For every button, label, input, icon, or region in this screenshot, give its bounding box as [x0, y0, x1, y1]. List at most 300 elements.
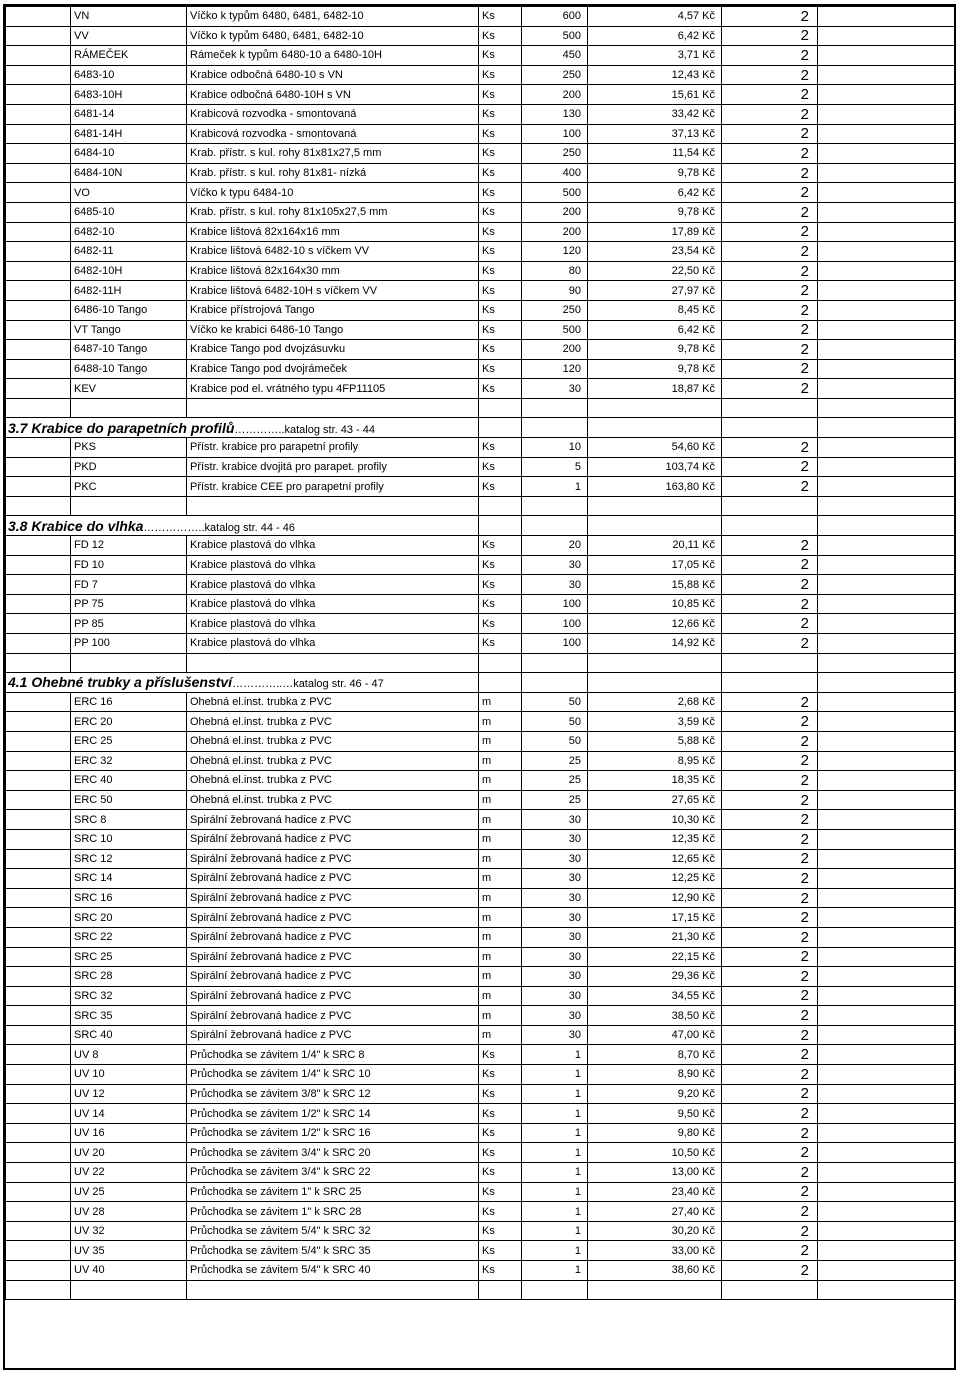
- empty-cell: [818, 46, 955, 66]
- class-cell: 2: [722, 849, 818, 869]
- empty-cell: [6, 614, 71, 634]
- quantity-cell: 30: [522, 927, 588, 947]
- unit-cell: m: [479, 712, 522, 732]
- class-cell: 2: [722, 967, 818, 987]
- class-cell: 2: [722, 1143, 818, 1163]
- empty-cell: [6, 947, 71, 967]
- empty-cell: [818, 751, 955, 771]
- empty-cell: [522, 398, 588, 418]
- description-cell: Průchodka se závitem 1/2" k SRC 16: [187, 1123, 479, 1143]
- section-title: 4.1 Ohebné trubky a příslušenství: [8, 674, 233, 691]
- empty-cell: [818, 1202, 955, 1222]
- empty-cell: [6, 1202, 71, 1222]
- empty-cell: [818, 614, 955, 634]
- empty-cell: [6, 1084, 71, 1104]
- description-cell: Krabice plastová do vlhka: [187, 634, 479, 654]
- empty-cell: [6, 634, 71, 654]
- unit-cell: Ks: [479, 340, 522, 360]
- unit-cell: m: [479, 869, 522, 889]
- class-cell: 2: [722, 379, 818, 399]
- table-row: [6, 790, 955, 810]
- class-cell: 2: [722, 1163, 818, 1183]
- description-cell: Krab. přístr. s kul. rohy 81x81x27,5 mm: [187, 144, 479, 164]
- empty-cell: [722, 418, 818, 438]
- price-cell: 38,50 Kč: [588, 1006, 722, 1026]
- empty-cell: [6, 281, 71, 301]
- price-cell: 9,78 Kč: [588, 202, 722, 222]
- table-row: [6, 340, 955, 360]
- price-cell: 17,89 Kč: [588, 222, 722, 242]
- empty-cell: [187, 653, 479, 673]
- empty-cell: [818, 594, 955, 614]
- description-cell: Krabicová rozvodka - smontovaná: [187, 124, 479, 144]
- empty-cell: [588, 1280, 722, 1300]
- empty-cell: [722, 516, 818, 536]
- description-cell: Průchodka se závitem 3/4" k SRC 22: [187, 1163, 479, 1183]
- class-cell: 2: [722, 26, 818, 46]
- price-cell: 11,54 Kč: [588, 144, 722, 164]
- blank-row: [6, 496, 955, 516]
- description-cell: Přístr. krabice dvojitá pro parapet. profily: [187, 457, 479, 477]
- unit-cell: m: [479, 692, 522, 712]
- empty-cell: [479, 1280, 522, 1300]
- price-cell: 12,66 Kč: [588, 614, 722, 634]
- table-row: [6, 614, 955, 634]
- quantity-cell: 250: [522, 144, 588, 164]
- price-cell: 8,90 Kč: [588, 1065, 722, 1085]
- product-code-cell: PP 85: [71, 614, 187, 634]
- empty-cell: [71, 496, 187, 516]
- empty-cell: [818, 516, 955, 536]
- class-cell: 2: [722, 65, 818, 85]
- empty-cell: [818, 7, 955, 27]
- product-code-cell: 6482-11H: [71, 281, 187, 301]
- product-code-cell: VV: [71, 26, 187, 46]
- table-row: [6, 281, 955, 301]
- quantity-cell: 30: [522, 575, 588, 595]
- empty-cell: [6, 438, 71, 458]
- unit-cell: Ks: [479, 104, 522, 124]
- empty-cell: [6, 320, 71, 340]
- unit-cell: Ks: [479, 1241, 522, 1261]
- empty-cell: [722, 496, 818, 516]
- empty-cell: [522, 496, 588, 516]
- product-code-cell: SRC 10: [71, 829, 187, 849]
- empty-cell: [6, 1006, 71, 1026]
- empty-cell: [818, 1065, 955, 1085]
- quantity-cell: 1: [522, 1045, 588, 1065]
- product-code-cell: 6482-10H: [71, 261, 187, 281]
- empty-cell: [722, 653, 818, 673]
- quantity-cell: 200: [522, 340, 588, 360]
- table-row: [6, 242, 955, 262]
- price-cell: 38,60 Kč: [588, 1261, 722, 1281]
- description-cell: Spirální žebrovaná hadice z PVC: [187, 908, 479, 928]
- product-code-cell: SRC 8: [71, 810, 187, 830]
- product-code-cell: PP 75: [71, 594, 187, 614]
- quantity-cell: 50: [522, 731, 588, 751]
- product-code-cell: FD 7: [71, 575, 187, 595]
- empty-cell: [6, 594, 71, 614]
- description-cell: Průchodka se závitem 3/4" k SRC 20: [187, 1143, 479, 1163]
- unit-cell: Ks: [479, 281, 522, 301]
- quantity-cell: 1: [522, 1221, 588, 1241]
- product-code-cell: SRC 16: [71, 888, 187, 908]
- empty-cell: [818, 1182, 955, 1202]
- blank-row: [6, 653, 955, 673]
- unit-cell: Ks: [479, 163, 522, 183]
- empty-cell: [6, 829, 71, 849]
- product-code-cell: SRC 25: [71, 947, 187, 967]
- table-row: [6, 967, 955, 987]
- product-code-cell: UV 40: [71, 1261, 187, 1281]
- quantity-cell: 30: [522, 829, 588, 849]
- empty-cell: [6, 144, 71, 164]
- table-row: [6, 829, 955, 849]
- price-cell: 3,59 Kč: [588, 712, 722, 732]
- price-cell: 9,80 Kč: [588, 1123, 722, 1143]
- product-code-cell: ERC 25: [71, 731, 187, 751]
- price-cell: 12,43 Kč: [588, 65, 722, 85]
- empty-cell: [71, 398, 187, 418]
- empty-cell: [588, 398, 722, 418]
- class-cell: 2: [722, 575, 818, 595]
- price-cell: 23,40 Kč: [588, 1182, 722, 1202]
- empty-cell: [588, 653, 722, 673]
- empty-cell: [818, 104, 955, 124]
- product-code-cell: UV 14: [71, 1104, 187, 1124]
- description-cell: Spirální žebrovaná hadice z PVC: [187, 829, 479, 849]
- product-code-cell: ERC 20: [71, 712, 187, 732]
- empty-cell: [6, 908, 71, 928]
- empty-cell: [818, 653, 955, 673]
- class-cell: 2: [722, 242, 818, 262]
- table-row: [6, 1202, 955, 1222]
- catalog-page-ref: …………..katalog str. 43 - 44: [234, 423, 376, 436]
- product-code-cell: SRC 20: [71, 908, 187, 928]
- empty-cell: [6, 1261, 71, 1281]
- table-row: [6, 1084, 955, 1104]
- empty-cell: [818, 65, 955, 85]
- empty-cell: [522, 673, 588, 693]
- empty-cell: [818, 1104, 955, 1124]
- unit-cell: m: [479, 751, 522, 771]
- unit-cell: m: [479, 947, 522, 967]
- price-cell: 33,00 Kč: [588, 1241, 722, 1261]
- table-row: [6, 202, 955, 222]
- empty-cell: [818, 1163, 955, 1183]
- price-cell: 27,97 Kč: [588, 281, 722, 301]
- unit-cell: Ks: [479, 614, 522, 634]
- product-code-cell: 6482-11: [71, 242, 187, 262]
- table-row: [6, 692, 955, 712]
- quantity-cell: 25: [522, 751, 588, 771]
- empty-cell: [6, 1065, 71, 1085]
- unit-cell: Ks: [479, 242, 522, 262]
- table-row: [6, 261, 955, 281]
- price-cell: 10,85 Kč: [588, 594, 722, 614]
- table-row: [6, 947, 955, 967]
- empty-cell: [6, 183, 71, 203]
- empty-cell: [6, 7, 71, 27]
- empty-cell: [722, 398, 818, 418]
- price-cell: 27,65 Kč: [588, 790, 722, 810]
- table-row: [6, 1221, 955, 1241]
- price-cell: 47,00 Kč: [588, 1025, 722, 1045]
- class-cell: 2: [722, 829, 818, 849]
- price-cell: 9,50 Kč: [588, 1104, 722, 1124]
- product-code-cell: UV 25: [71, 1182, 187, 1202]
- empty-cell: [479, 496, 522, 516]
- price-cell: 15,88 Kč: [588, 575, 722, 595]
- class-cell: 2: [722, 457, 818, 477]
- quantity-cell: 1: [522, 477, 588, 497]
- empty-cell: [818, 555, 955, 575]
- unit-cell: m: [479, 829, 522, 849]
- empty-cell: [6, 242, 71, 262]
- empty-cell: [818, 242, 955, 262]
- section-title: 3.8 Krabice do vlhka: [8, 517, 144, 534]
- empty-cell: [187, 496, 479, 516]
- table-row: [6, 1025, 955, 1045]
- price-cell: 9,78 Kč: [588, 340, 722, 360]
- empty-cell: [479, 673, 522, 693]
- table-row: [6, 1182, 955, 1202]
- empty-cell: [818, 927, 955, 947]
- table-row: [6, 46, 955, 66]
- unit-cell: Ks: [479, 7, 522, 27]
- table-row: [6, 65, 955, 85]
- empty-cell: [6, 1241, 71, 1261]
- class-cell: 2: [722, 359, 818, 379]
- empty-cell: [6, 26, 71, 46]
- empty-cell: [6, 163, 71, 183]
- empty-cell: [818, 1045, 955, 1065]
- class-cell: 2: [722, 124, 818, 144]
- class-cell: 2: [722, 594, 818, 614]
- class-cell: 2: [722, 183, 818, 203]
- class-cell: 2: [722, 477, 818, 497]
- product-code-cell: UV 10: [71, 1065, 187, 1085]
- table-row: [6, 144, 955, 164]
- product-code-cell: ERC 32: [71, 751, 187, 771]
- price-cell: 33,42 Kč: [588, 104, 722, 124]
- empty-cell: [818, 1221, 955, 1241]
- empty-cell: [479, 418, 522, 438]
- description-cell: Přístr. krabice CEE pro parapetní profily: [187, 477, 479, 497]
- price-cell: 103,74 Kč: [588, 457, 722, 477]
- table-row: [6, 379, 955, 399]
- empty-cell: [6, 751, 71, 771]
- price-cell: 9,20 Kč: [588, 1084, 722, 1104]
- description-cell: Spirální žebrovaná hadice z PVC: [187, 947, 479, 967]
- table-row: [6, 1065, 955, 1085]
- quantity-cell: 30: [522, 869, 588, 889]
- unit-cell: Ks: [479, 594, 522, 614]
- empty-cell: [6, 477, 71, 497]
- description-cell: Krabice plastová do vlhka: [187, 555, 479, 575]
- product-code-cell: 6486-10 Tango: [71, 300, 187, 320]
- table-row: [6, 927, 955, 947]
- class-cell: 2: [722, 1123, 818, 1143]
- price-cell: 54,60 Kč: [588, 438, 722, 458]
- empty-cell: [6, 712, 71, 732]
- empty-cell: [522, 516, 588, 536]
- empty-cell: [818, 163, 955, 183]
- quantity-cell: 250: [522, 300, 588, 320]
- empty-cell: [6, 340, 71, 360]
- empty-cell: [818, 398, 955, 418]
- class-cell: 2: [722, 536, 818, 556]
- empty-cell: [71, 1280, 187, 1300]
- section-heading-row: [6, 673, 955, 693]
- description-cell: Průchodka se závitem 5/4" k SRC 32: [187, 1221, 479, 1241]
- description-cell: Průchodka se závitem 5/4" k SRC 40: [187, 1261, 479, 1281]
- table-row: [6, 986, 955, 1006]
- price-cell: 17,05 Kč: [588, 555, 722, 575]
- unit-cell: m: [479, 731, 522, 751]
- price-cell: 29,36 Kč: [588, 967, 722, 987]
- price-cell: 37,13 Kč: [588, 124, 722, 144]
- empty-cell: [818, 26, 955, 46]
- class-cell: 2: [722, 1104, 818, 1124]
- quantity-cell: 30: [522, 967, 588, 987]
- unit-cell: Ks: [479, 575, 522, 595]
- empty-cell: [522, 1280, 588, 1300]
- empty-cell: [6, 555, 71, 575]
- empty-cell: [588, 418, 722, 438]
- table-row: [6, 888, 955, 908]
- description-cell: Přístr. krabice pro parapetní profily: [187, 438, 479, 458]
- table-row: [6, 1123, 955, 1143]
- description-cell: Spirální žebrovaná hadice z PVC: [187, 927, 479, 947]
- unit-cell: Ks: [479, 634, 522, 654]
- empty-cell: [6, 496, 71, 516]
- empty-cell: [818, 947, 955, 967]
- empty-cell: [6, 1104, 71, 1124]
- table-row: [6, 810, 955, 830]
- price-cell: 163,80 Kč: [588, 477, 722, 497]
- description-cell: Krabice plastová do vlhka: [187, 594, 479, 614]
- price-list-table: [5, 6, 955, 1300]
- catalog-page-ref: …………..…katalog str. 46 - 47: [232, 678, 384, 691]
- price-list-body: [6, 7, 955, 1300]
- section-heading: [6, 673, 479, 693]
- product-code-cell: 6485-10: [71, 202, 187, 222]
- empty-cell: [6, 359, 71, 379]
- empty-cell: [588, 516, 722, 536]
- quantity-cell: 1: [522, 1261, 588, 1281]
- table-row: [6, 536, 955, 556]
- table-row: [6, 163, 955, 183]
- table-row: [6, 457, 955, 477]
- description-cell: Krabicová rozvodka - smontovaná: [187, 104, 479, 124]
- unit-cell: Ks: [479, 477, 522, 497]
- blank-row: [6, 1280, 955, 1300]
- empty-cell: [818, 849, 955, 869]
- empty-cell: [6, 1025, 71, 1045]
- unit-cell: Ks: [479, 1261, 522, 1281]
- class-cell: 2: [722, 261, 818, 281]
- table-row: [6, 183, 955, 203]
- empty-cell: [818, 692, 955, 712]
- price-cell: 18,35 Kč: [588, 771, 722, 791]
- empty-cell: [6, 46, 71, 66]
- description-cell: Krabice odbočná 6480-10H s VN: [187, 85, 479, 105]
- class-cell: 2: [722, 85, 818, 105]
- description-cell: Spirální žebrovaná hadice z PVC: [187, 849, 479, 869]
- product-code-cell: SRC 35: [71, 1006, 187, 1026]
- price-cell: 34,55 Kč: [588, 986, 722, 1006]
- description-cell: Krabice Tango pod dvojrámeček: [187, 359, 479, 379]
- empty-cell: [818, 1123, 955, 1143]
- unit-cell: Ks: [479, 1143, 522, 1163]
- unit-cell: Ks: [479, 379, 522, 399]
- description-cell: Průchodka se závitem 1/4" k SRC 10: [187, 1065, 479, 1085]
- quantity-cell: 200: [522, 202, 588, 222]
- quantity-cell: 200: [522, 222, 588, 242]
- product-code-cell: PKS: [71, 438, 187, 458]
- empty-cell: [818, 1241, 955, 1261]
- product-code-cell: UV 8: [71, 1045, 187, 1065]
- price-cell: 4,57 Kč: [588, 7, 722, 27]
- product-code-cell: SRC 32: [71, 986, 187, 1006]
- empty-cell: [6, 692, 71, 712]
- quantity-cell: 10: [522, 438, 588, 458]
- unit-cell: Ks: [479, 222, 522, 242]
- empty-cell: [479, 516, 522, 536]
- description-cell: Spirální žebrovaná hadice z PVC: [187, 1006, 479, 1026]
- description-cell: Krabice lištová 6482-10H s víčkem VV: [187, 281, 479, 301]
- unit-cell: Ks: [479, 1084, 522, 1104]
- price-cell: 27,40 Kč: [588, 1202, 722, 1222]
- price-cell: 12,90 Kč: [588, 888, 722, 908]
- product-code-cell: VT Tango: [71, 320, 187, 340]
- quantity-cell: 100: [522, 614, 588, 634]
- empty-cell: [187, 398, 479, 418]
- empty-cell: [818, 359, 955, 379]
- unit-cell: Ks: [479, 1045, 522, 1065]
- quantity-cell: 120: [522, 359, 588, 379]
- table-row: [6, 1006, 955, 1026]
- class-cell: 2: [722, 731, 818, 751]
- unit-cell: m: [479, 771, 522, 791]
- empty-cell: [818, 908, 955, 928]
- description-cell: Krabice lištová 82x164x30 mm: [187, 261, 479, 281]
- price-cell: 30,20 Kč: [588, 1221, 722, 1241]
- empty-cell: [818, 771, 955, 791]
- empty-cell: [6, 1163, 71, 1183]
- empty-cell: [818, 869, 955, 889]
- unit-cell: Ks: [479, 300, 522, 320]
- price-cell: 2,68 Kč: [588, 692, 722, 712]
- quantity-cell: 600: [522, 7, 588, 27]
- empty-cell: [818, 986, 955, 1006]
- unit-cell: m: [479, 849, 522, 869]
- empty-cell: [818, 790, 955, 810]
- class-cell: 2: [722, 692, 818, 712]
- quantity-cell: 90: [522, 281, 588, 301]
- unit-cell: Ks: [479, 202, 522, 222]
- empty-cell: [818, 124, 955, 144]
- quantity-cell: 50: [522, 692, 588, 712]
- class-cell: 2: [722, 1221, 818, 1241]
- empty-cell: [6, 1045, 71, 1065]
- table-row: [6, 712, 955, 732]
- product-code-cell: 6488-10 Tango: [71, 359, 187, 379]
- quantity-cell: 1: [522, 1084, 588, 1104]
- price-cell: 18,87 Kč: [588, 379, 722, 399]
